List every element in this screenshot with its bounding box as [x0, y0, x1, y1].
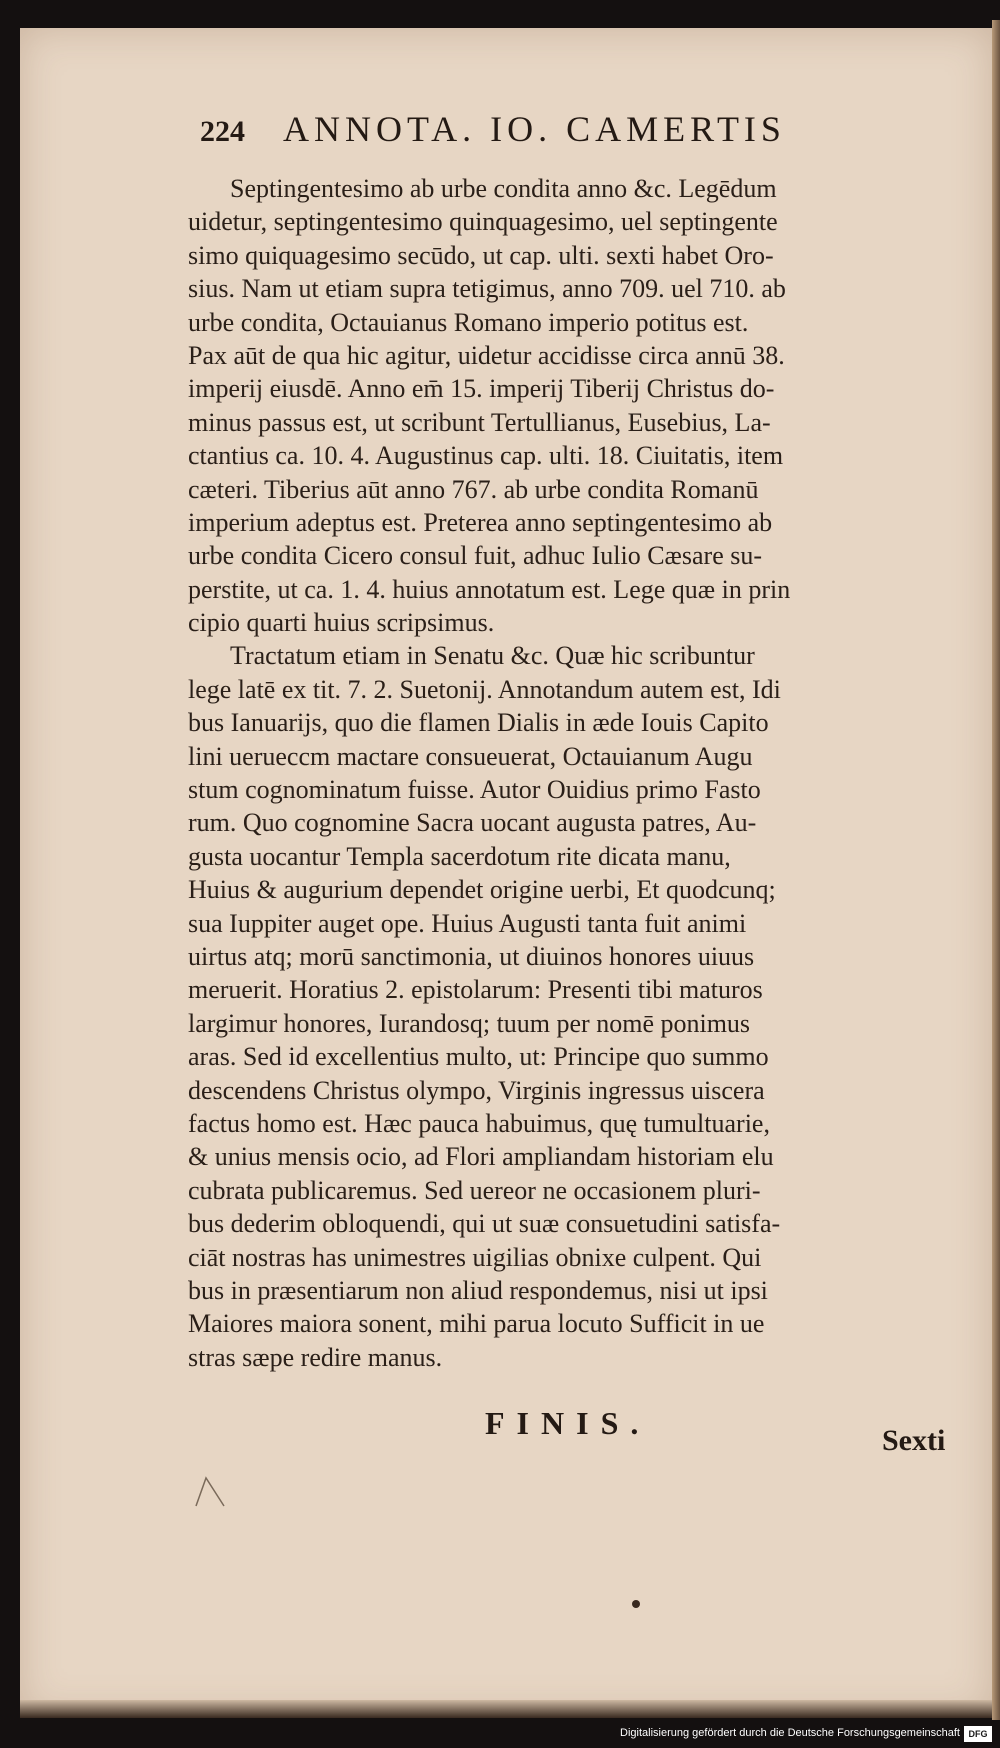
text-line: Pax aūt de qua hic agitur, uidetur accidisse circa annū 38.	[188, 340, 785, 370]
text-line: sius. Nam ut etiam supra tetigimus, anno 709. uel 710. ab	[188, 274, 786, 304]
page-header	[200, 108, 880, 150]
finis-heading: FINIS.	[485, 1405, 651, 1441]
text-line: perstite, ut ca. 1. 4. huius annotatum est. Lege quæ in prin	[188, 574, 791, 604]
text-line: imperium adeptus est. Preterea anno septingentesimo ab	[188, 507, 773, 537]
text-line: meruerit. Horatius 2. epistolarum: Presenti tibi maturos	[188, 975, 763, 1005]
text-line: Septingentesimo ab urbe condita anno &c. Legēdum	[230, 174, 777, 203]
footer-credit: Digitalisierung gefördert durch die Deutsche Forschungsgemeinschaft	[620, 1727, 960, 1739]
text-line: uirtus atq; morū sanctimonia, ut diuinos honores uiuus	[188, 941, 755, 971]
text-line: rum. Quo cognomine Sacra uocant augusta patres, Au-	[188, 808, 757, 838]
text-line: lege latē ex tit. 7. 2. Suetonij. Annotandum autem est, Idi	[188, 674, 781, 704]
page-edge-bottom	[20, 1700, 992, 1718]
text-line: Huius & augurium dependet origine uerbi, Et quodcunq;	[188, 875, 776, 905]
text-line: stras sæpe redire manus.	[188, 1342, 443, 1372]
ink-spot	[632, 1600, 640, 1608]
text-line: aras. Sed id excellentius multo, ut: Principe quo summo	[188, 1042, 769, 1072]
folio-number: 224	[200, 115, 245, 148]
text-line: gusta uocantur Templa sacerdotum rite dicata manu,	[188, 841, 731, 871]
catchword: Sexti	[882, 1424, 946, 1457]
pencil-mark-icon	[190, 1472, 230, 1512]
running-head: ANNOTA. IO. CAMERTIS	[283, 109, 786, 149]
text-line: uidetur, septingentesimo quinquagesimo, uel septingente	[188, 207, 778, 237]
text-line: urbe condita, Octauianus Romano imperio potitus est.	[188, 307, 749, 337]
dfg-logo-icon: DFG	[964, 1726, 992, 1742]
text-line: bus dederim obloquendi, qui ut suæ consuetudini satisfa-	[188, 1209, 781, 1239]
text-line: minus passus est, ut scribunt Tertullianus, Eusebius, La-	[188, 407, 771, 437]
text-line: lini uerueccm mactare consueuerat, Octauianum Augu	[188, 741, 753, 771]
text-line: imperij eiusdē. Anno em̄ 15. imperij Tiberij Christus do-	[188, 374, 775, 404]
text-line: largimur honores, Iurandosq; tuum per nomē ponimus	[188, 1008, 751, 1038]
text-line: ctantius ca. 10. 4. Augustinus cap. ulti. 18. Ciuitatis, item	[188, 441, 784, 471]
page-edge	[992, 20, 1000, 1720]
text-line: urbe condita Cicero consul fuit, adhuc Iulio Cæsare su-	[188, 541, 763, 571]
text-line: Maiores maiora sonent, mihi parua locuto Sufficit in ue	[188, 1309, 765, 1339]
text-line: descendens Christus olympo, Virginis ingressus uiscera	[188, 1075, 765, 1105]
body-text	[188, 172, 958, 1374]
text-line: & unius mensis ocio, ad Flori ampliandam historiam elu	[188, 1142, 774, 1172]
digitization-footer	[0, 1722, 1000, 1748]
text-line: factus homo est. Hæc pauca habuimus, quę tumultuarie,	[188, 1108, 770, 1138]
text-line: sua Iuppiter auget ope. Huius Augusti tanta fuit animi	[188, 908, 747, 938]
text-line: cæteri. Tiberius aūt anno 767. ab urbe condita Romanū	[188, 474, 759, 504]
text-line: stum cognominatum fuisse. Autor Ouidius primo Fasto	[188, 775, 761, 805]
text-line: bus in præsentiarum non aliud respondemus, nisi ut ipsi	[188, 1275, 768, 1305]
text-line: bus Ianuarijs, quo die flamen Dialis in æde Iouis Capito	[188, 708, 769, 738]
text-line: simo quiquagesimo secūdo, ut cap. ulti. sexti habet Oro-	[188, 240, 774, 270]
text-line: ciāt nostras has unimestres uigilias obnixe culpent. Qui	[188, 1242, 762, 1272]
text-line: cipio quarti huius scripsimus.	[188, 608, 495, 638]
text-line: cubrata publicaremus. Sed uereor ne occasionem pluri-	[188, 1175, 761, 1205]
text-line: Tractatum etiam in Senatu &c. Quæ hic scribuntur	[230, 641, 755, 671]
